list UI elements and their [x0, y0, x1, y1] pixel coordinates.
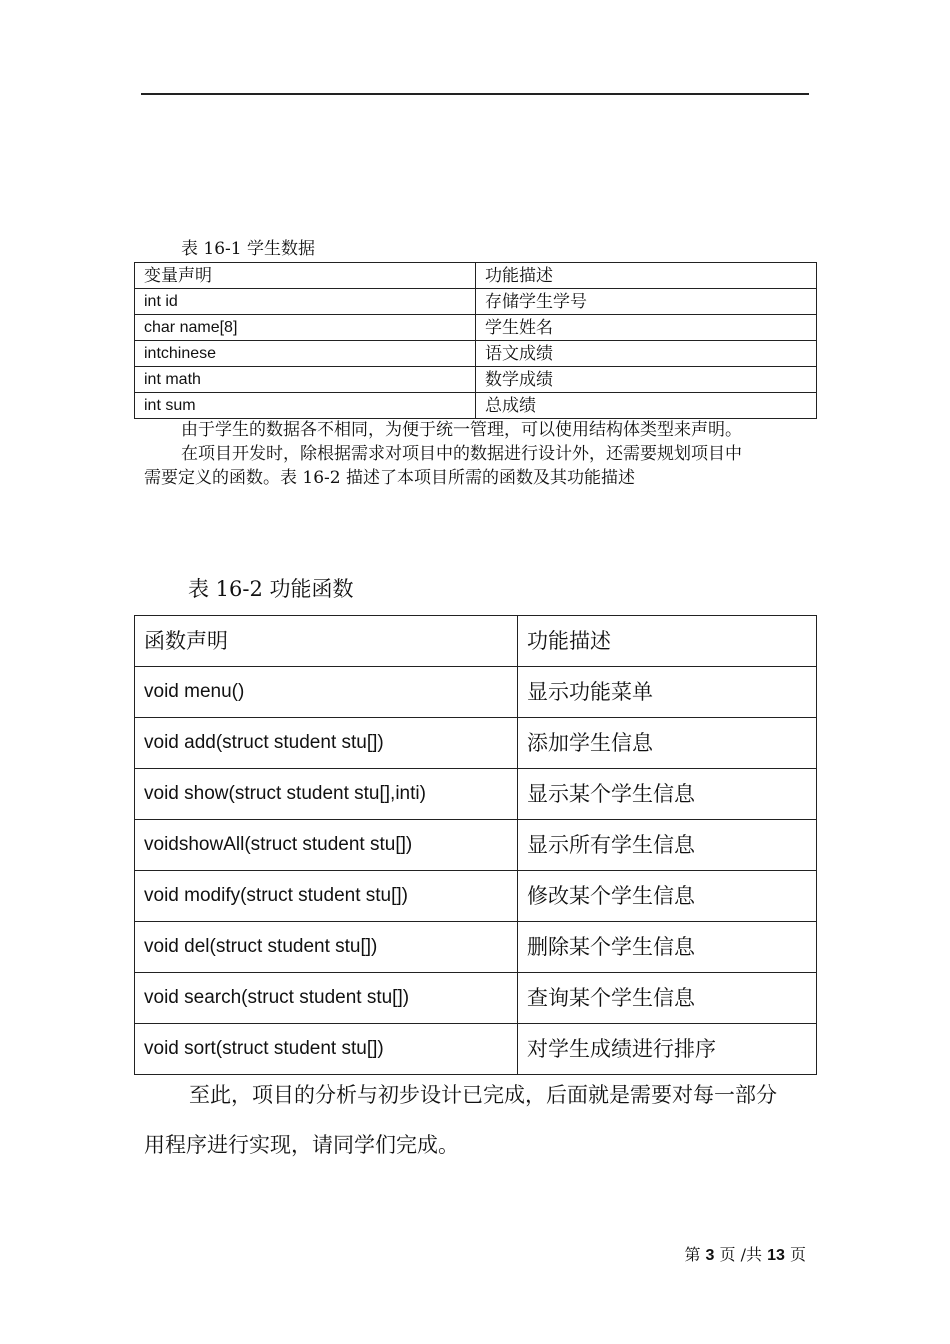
table-row	[135, 367, 817, 393]
table-cell-description: 数学成绩	[476, 367, 817, 393]
table-cell-function: void del(struct student stu[])	[135, 922, 518, 973]
table-cell-description: 显示某个学生信息	[518, 769, 817, 820]
table-cell-description: 显示功能菜单	[518, 667, 817, 718]
total-page-count: 13	[767, 1247, 785, 1264]
table-cell-function: void sort(struct student stu[])	[135, 1024, 518, 1075]
table-row	[135, 769, 817, 820]
table2-caption: 表 16-2 功能函数	[188, 577, 354, 601]
table-cell-declaration: int sum	[135, 393, 476, 419]
table-header-cell: 变量声明	[135, 263, 476, 289]
table-cell-declaration: int id	[135, 289, 476, 315]
body-paragraph-2	[144, 1078, 824, 1162]
table-cell-description: 对学生成绩进行排序	[518, 1024, 817, 1075]
table-row	[135, 289, 817, 315]
function-table	[134, 615, 817, 1075]
table-row	[135, 973, 817, 1024]
paragraph-line: 在项目开发时，除根据需求对项目中的数据进行设计外，还需要规划项目中	[181, 444, 742, 464]
table-cell-function: void menu()	[135, 667, 518, 718]
paragraph-line: 由于学生的数据各不相同，为便于统一管理，可以使用结构体类型来声明。	[181, 420, 742, 440]
table-row	[135, 718, 817, 769]
table-header-row	[135, 263, 817, 289]
table-cell-declaration: char name[8]	[135, 315, 476, 341]
table-cell-description: 学生姓名	[476, 315, 817, 341]
footer-suffix: 页	[784, 1245, 806, 1264]
student-data-table	[134, 262, 817, 419]
table-cell-declaration: intchinese	[135, 341, 476, 367]
table-cell-function: void search(struct student stu[])	[135, 973, 518, 1024]
footer-middle: 页 /共	[714, 1245, 768, 1264]
table-header-cell: 函数声明	[135, 616, 518, 667]
table-row	[135, 820, 817, 871]
table-row	[135, 922, 817, 973]
paragraph-line: 用程序进行实现，请同学们完成。	[144, 1133, 459, 1157]
table-cell-description: 存储学生学号	[476, 289, 817, 315]
table1-caption: 表 16-1 学生数据	[181, 239, 315, 259]
footer-prefix: 第	[684, 1245, 706, 1264]
table-cell-description: 删除某个学生信息	[518, 922, 817, 973]
table-header-cell: 功能描述	[518, 616, 817, 667]
table-header-row	[135, 616, 817, 667]
paragraph-line: 需要定义的函数。表 16-2 描述了本项目所需的函数及其功能描述	[144, 468, 635, 488]
table-row	[135, 315, 817, 341]
table-cell-description: 修改某个学生信息	[518, 871, 817, 922]
table-row	[135, 341, 817, 367]
header-rule	[141, 93, 809, 95]
page-footer	[684, 1244, 806, 1267]
table-cell-function: voidshowAll(struct student stu[])	[135, 820, 518, 871]
current-page-number: 3	[705, 1247, 715, 1264]
body-paragraph-1	[144, 418, 824, 490]
table-row	[135, 393, 817, 419]
table-cell-description: 添加学生信息	[518, 718, 817, 769]
table-cell-function: void show(struct student stu[],inti)	[135, 769, 518, 820]
table-cell-description: 查询某个学生信息	[518, 973, 817, 1024]
table-header-cell: 功能描述	[476, 263, 817, 289]
table-cell-description: 总成绩	[476, 393, 817, 419]
table-row	[135, 1024, 817, 1075]
table-cell-description: 显示所有学生信息	[518, 820, 817, 871]
table-cell-function: void modify(struct student stu[])	[135, 871, 518, 922]
table-cell-description: 语文成绩	[476, 341, 817, 367]
table-cell-declaration: int math	[135, 367, 476, 393]
table-row	[135, 667, 817, 718]
table-row	[135, 871, 817, 922]
table-cell-function: void add(struct student stu[])	[135, 718, 518, 769]
paragraph-line: 至此，项目的分析与初步设计已完成，后面就是需要对每一部分	[189, 1083, 777, 1107]
